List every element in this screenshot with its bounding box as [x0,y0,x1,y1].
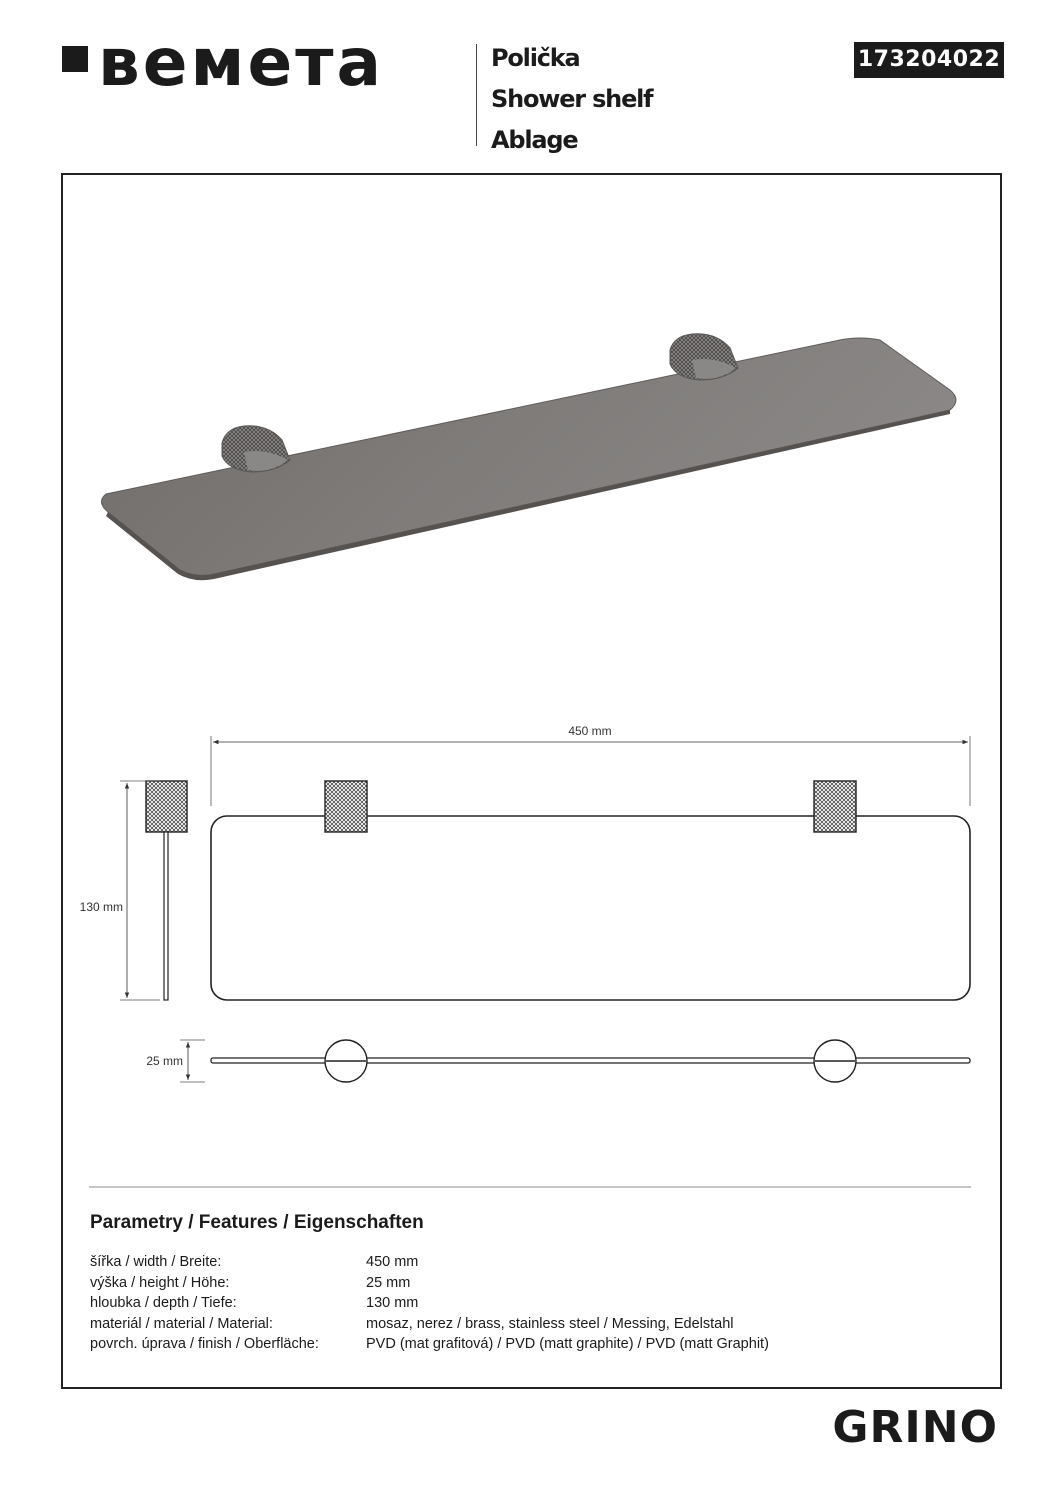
feature-label-width: šířka / width / Breite: [90,1254,222,1270]
product-name-en: Shower shelf [491,85,653,113]
shelf-product-image [101,334,956,580]
brand-logo-text: веметa [98,24,385,101]
feature-row [90,1314,970,1335]
depth-dimension-label: 130 mm [79,900,123,914]
holder-front-right [814,781,856,832]
feature-row [90,1252,970,1273]
feature-value-depth: 130 mm [366,1295,419,1311]
features-title: Parametry / Features / Eigenschaften [90,1212,424,1233]
feature-row [90,1273,970,1294]
feature-value-width: 450 mm [366,1254,419,1270]
top-view-drawing [211,1040,970,1082]
series-name: GRINO [832,1402,998,1453]
feature-value-height: 25 mm [366,1274,411,1291]
right-holder-image [670,334,738,380]
height-dimension-label: 25 mm [146,1054,183,1068]
height-dimension [146,1040,205,1082]
front-view-drawing [211,781,970,1000]
feature-label-depth: hloubka / depth / Tiefe: [90,1295,237,1311]
feature-row [90,1293,970,1314]
feature-value-finish: PVD (mat grafitová) / PVD (matt graphite) / PVD (matt Graphit) [366,1336,769,1352]
feature-value-material: mosaz, nerez / brass, stainless steel / Messing, Edelstahl [366,1315,734,1332]
feature-label-finish: povrch. úprava / finish / Oberfläche: [90,1336,319,1352]
feature-label-height: výška / height / Höhe: [90,1274,230,1291]
feature-row [90,1334,970,1355]
side-view-drawing [146,781,187,1000]
features-section [90,1212,970,1355]
product-code-badge: 173204022 [854,42,1004,78]
product-name-cz: Polička [491,44,580,72]
holder-front-left [325,781,367,832]
feature-label-material: materiál / material / Material: [90,1315,273,1332]
width-dimension-label: 450 mm [568,724,612,738]
left-holder-image [222,426,290,472]
product-name-de: Ablage [491,126,578,154]
